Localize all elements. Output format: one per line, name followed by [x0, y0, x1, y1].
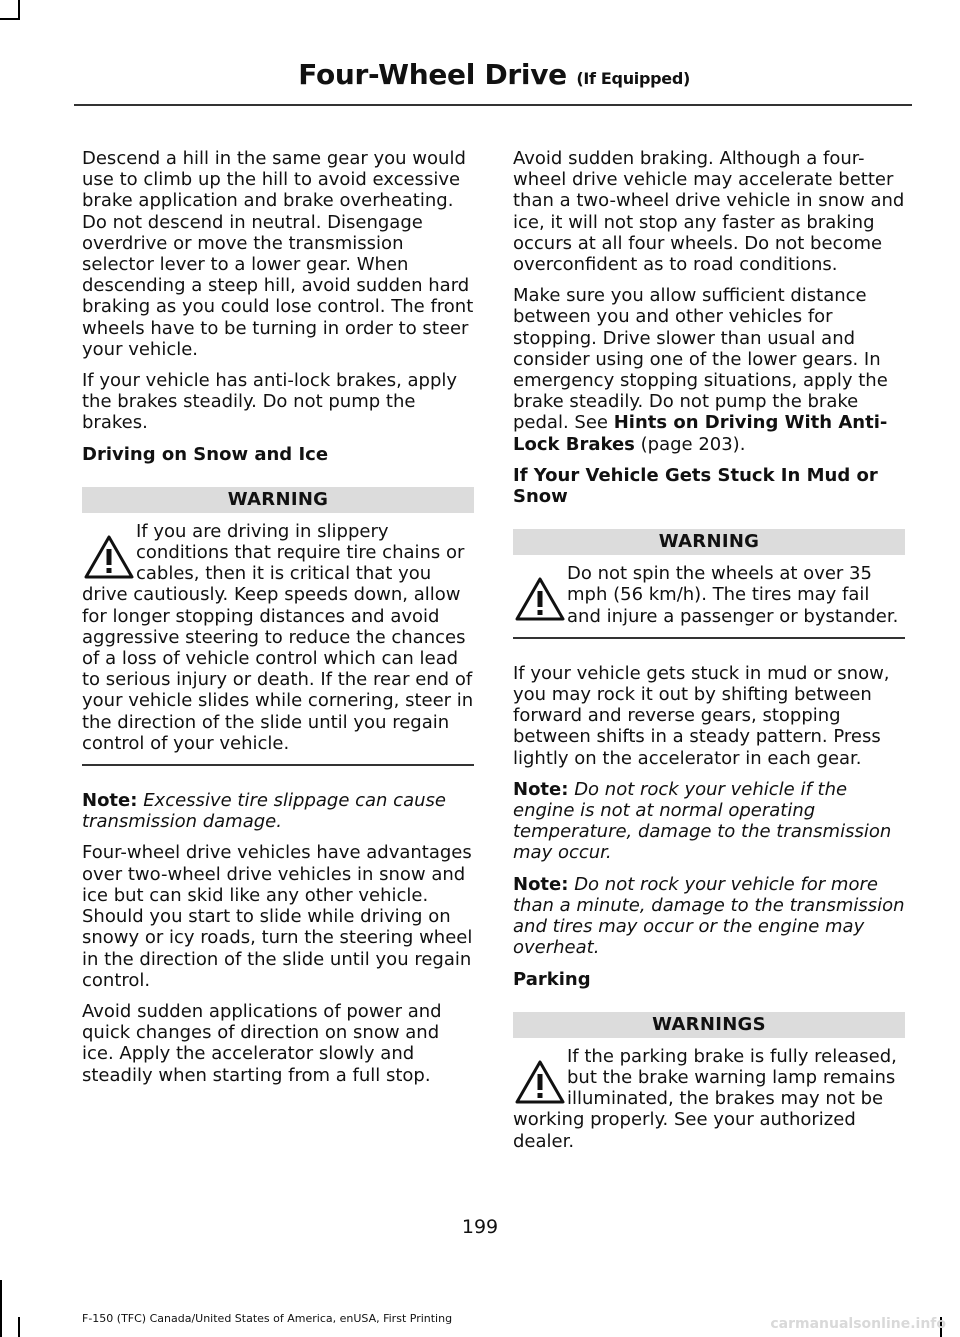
note-text: Do not rock your vehicle for more than a minute, damage to the transmission and tires may occur or the engine may overheat. — [513, 873, 905, 959]
crop-mark — [0, 1280, 2, 1337]
warning-text: If you are driving in slippery conditions that require tire chains or cables, then it is critical that you drive cautiously. Keep speeds down, allow for longer stopping distances and avoid aggressive steering to reduce the chances of a loss of vehicle control which can lead to serious injury or death. If the rear end of your vehicle slides while cornering, steer in the direction of the slide until you regain control of your vehicle. — [82, 520, 474, 754]
note — [513, 874, 905, 959]
note-text: Excessive tire slippage can cause transmission damage. — [82, 790, 446, 833]
paragraph: Descend a hill in the same gear you would use to climb up the hill to avoid excessive brake application and brake overheating. Do not descend in neutral. Disengage overdrive or move the transmission selector lever to a lower gear. When descending a steep hill, avoid sudden hard braking as you could lose control. The front wheels have to be turning in order to steer your vehicle. — [82, 148, 474, 360]
note — [82, 790, 474, 832]
warning-triangle-icon — [513, 575, 567, 623]
paragraph: If your vehicle gets stuck in mud or snow, you may rock it out by shifting between forward and reverse gears, stopping between shifts in a steady pattern. Press lightly on the accelerator in each gear. — [513, 662, 890, 769]
warning-box — [513, 1012, 905, 1162]
note-label: Note: — [513, 873, 569, 895]
crop-mark — [18, 0, 20, 20]
section-heading: Driving on Snow and Ice — [82, 443, 329, 465]
warning-text: If the parking brake is fully released, but the brake warning lamp remains illuminated, the brakes may not be working properly. See your authorized dealer. — [513, 1045, 897, 1152]
warning-triangle-icon — [82, 533, 136, 581]
page-header-title: Four-Wheel Drive (If Equipped) — [298, 58, 690, 91]
section-heading: Parking — [513, 968, 591, 990]
cross-reference-link[interactable]: Hints on Driving With Anti-Lock Brakes — [513, 412, 888, 455]
warning-label: WARNINGS — [513, 1012, 905, 1038]
warning-box — [513, 529, 905, 639]
warning-box — [82, 487, 474, 766]
watermark: carmanualsonline.info — [770, 1316, 946, 1332]
warning-label: WARNING — [82, 487, 474, 513]
note — [513, 779, 905, 864]
warning-label: WARNING — [513, 529, 905, 555]
warning-triangle-icon — [513, 1058, 567, 1106]
page-number: 199 — [461, 1216, 499, 1238]
warning-body — [513, 555, 905, 627]
paragraph: Make sure you allow sufficient distance between you and other vehicles for stopping. Drive slower than usual and consider using one of the lower gears. In emergency stopping situations, apply the brake steadily. Do not pump the brake pedal. See Hints on Driving With Anti-Lock Brakes (page 203). — [513, 285, 888, 455]
right-column — [513, 148, 905, 1186]
warning-body — [82, 513, 474, 754]
paragraph: Four-wheel drive vehicles have advantages over two-wheel drive vehicles in snow and ice but can skid like any other vehicle. Should you start to slide while driving on snowy or icy roads, turn the steering wheel in the direction of the slide until you regain control. — [82, 842, 473, 991]
page-header-subtitle: (If Equipped) — [576, 69, 690, 88]
paragraph: Avoid sudden applications of power and quick changes of direction on snow and ice. Apply the accelerator slowly and steadily when starting from a full stop. — [82, 1000, 442, 1086]
header-divider — [74, 104, 912, 106]
paragraph: Avoid sudden braking. Although a four-wheel drive vehicle may accelerate better than a two-wheel drive vehicle in snow and ice, it will not stop any faster as braking occurs at all four wheels. Do not become overconfident as to road conditions. — [513, 148, 905, 276]
crop-mark — [0, 18, 20, 20]
note-text: Do not rock your vehicle if the engine is not at normal operating temperature, damage to the transmission may occur. — [513, 778, 892, 864]
warning-body — [513, 1038, 905, 1152]
note-label: Note: — [82, 790, 138, 812]
footer-text: F-150 (TFC) Canada/United States of America, enUSA, First Printing — [82, 1312, 453, 1325]
crop-mark — [18, 1317, 20, 1337]
section-heading: If Your Vehicle Gets Stuck In Mud or Snow — [513, 464, 878, 508]
paragraph: If your vehicle has anti-lock brakes, apply the brakes steadily. Do not pump the brakes. — [82, 370, 458, 434]
warning-text: Do not spin the wheels at over 35 mph (56 km/h). The tires may fail and injure a passenger or bystander. — [567, 563, 899, 627]
left-column — [82, 148, 474, 1096]
note-label: Note: — [513, 778, 569, 800]
